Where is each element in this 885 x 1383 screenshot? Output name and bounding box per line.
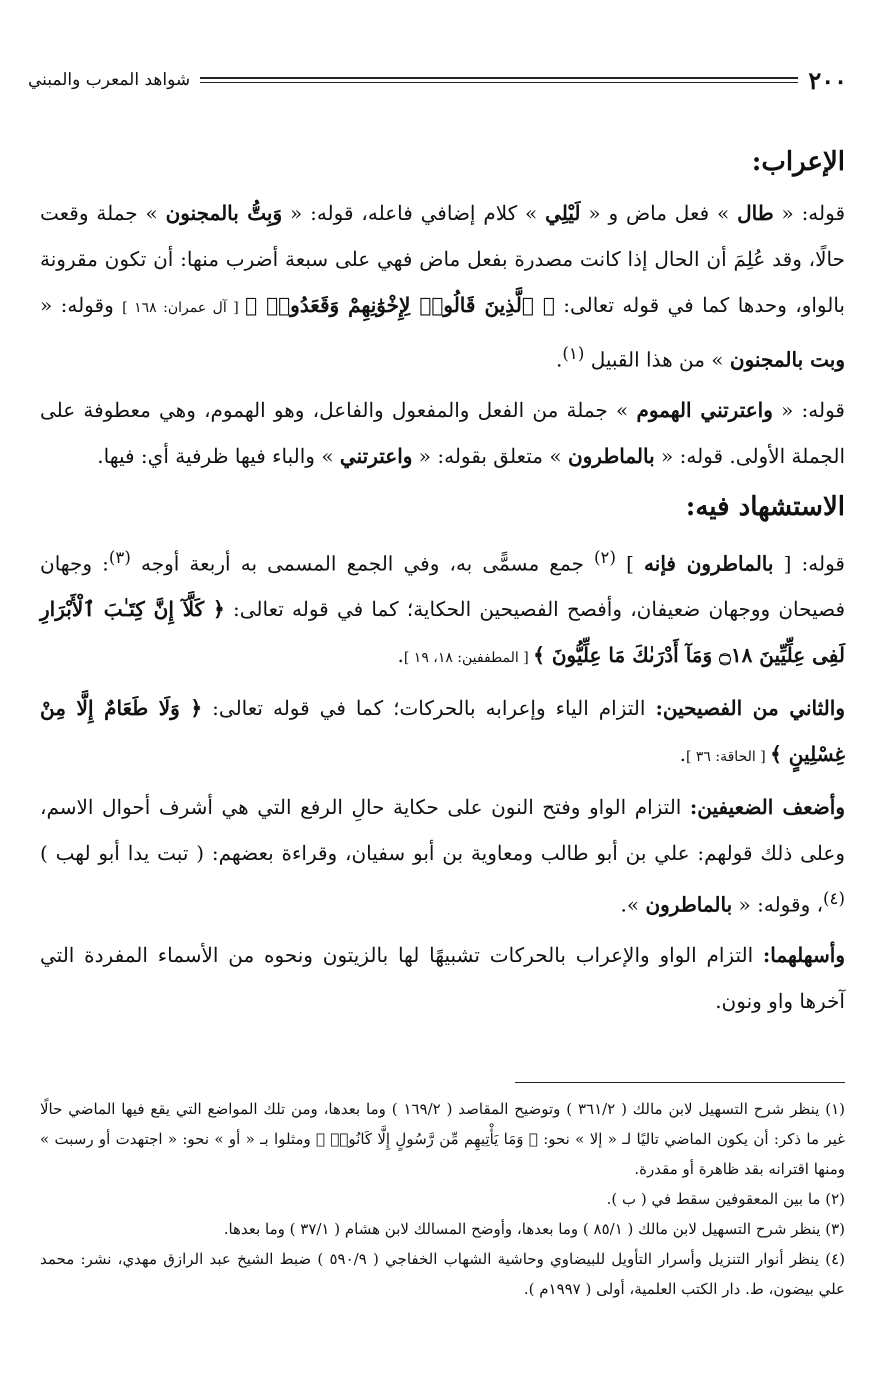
footnote-divider [515, 1082, 845, 1083]
main-text [40, 138, 845, 1028]
footnote-4: (٤) ينظر أنوار التنزيل وأسرار التأويل للبيضاوي وحاشية الشهاب الخفاجي ( ٥٩٠/٩ ) ضبط الشيخ عبد الرازق مهدي، نشر: محمد علي بيضون، ط. دار الكتب العلمية، أولى ( ١٩٩٧م ). [40, 1250, 845, 1298]
paragraph-2: قوله: « واعترتني الهموم » جملة من الفعل والمفعول والفاعل، وهو الهموم، وهي معطوفة على الجملة الأولى. قوله: « بالماطرون » متعلق بقوله: « واعترتني » والباء فيها ظرفية أي: فيها. [40, 397, 845, 468]
paragraph-1: قوله: « طال » فعل ماض و « لَيْلِي » كلام إضافي فاعله، قوله: « وَبِتُّ بالمجنون » جملة وقعت حالًا، وقد عُلِمَ أن الحال إذا كانت مصدرة بفعل ماض فهي على سبعة أضرب منها: أن تكون مقرونة بالواو، وحدها كما في قوله تعالى: ﴿ ٱلَّذِينَ قَالُوا۟ لِإِخْوَٰنِهِمْ وَقَعَدُوا۟ ﴾ [ آل عمران: ١٦٨ ] وقوله: « وبت بالمجنون » من هذا القبيل $^{(١)}$. [40, 201, 846, 372]
quran-verse: ﴿ كَلَّآ إِنَّ كِتَـٰبَ ٱلْأَبْرَارِ لَفِى عِلِّيِّينَ ۝١٨ وَمَآ أَدْرَىٰكَ مَا عِلِّيُّونَ ﴾ [40, 597, 845, 668]
footnote-marker: (٤) [823, 889, 845, 909]
paragraph-4: والثاني من الفصيحين: التزام الياء وإعرابه بالحركات؛ كما في قوله تعالى: ﴿ وَلَا طَعَامٌ إِلَّا مِنْ غِسْلِينٍ ﴾ [ الحاقة: ٣٦ ]. [40, 696, 845, 767]
paragraph-3: قوله: [ بالماطرون فإنه ] $^{(٢)}$ جمع مسمًّى به، وفي الجمع المسمى به أربعة أوجه $^{(٣)}$: وجهان فصيحان ووجهان ضعيفان، وأفصح الفصيحين الحكاية؛ كما في قوله تعالى: ﴿ كَلَّآ إِنَّ كِتَـٰبَ ٱلْأَبْرَارِ لَفِى عِلِّيِّينَ ۝١٨ وَمَآ أَدْرَىٰكَ مَا عِلِّيُّونَ ﴾ [ المطففين: ١٨، ١٩ ]. [40, 547, 846, 668]
verse-reference: [ آل عمران: ١٦٨ ] [122, 300, 246, 316]
header-rule [200, 77, 798, 83]
verse-reference: [ المطففين: ١٨، ١٩ ] [403, 650, 534, 667]
page-number: ٢٠٠ [808, 65, 847, 95]
footnote-1: (١) ينظر شرح التسهيل لابن مالك ( ٣٦١/٢ ) وتوضيح المقاصد ( ١٦٩/٢ ) وما بعدها، ومن تلك المواضع التي يقع فيها الماضي حالًا غير ما ذكر: أن يكون الماضي تاليًا لـ « إلا » نحو: ﴿ وَمَا يَأْتِيهِم مِّن رَّسُولٍ إِلَّا كَانُوا۟ ﴾ ومثلوا بـ « أو » نحو: « اجتهدت أو رسبت » ومنها اقترانه بقد ظاهرة أو مقدرة. [40, 1100, 845, 1178]
footnotes [40, 1094, 845, 1304]
quran-verse: ﴿ وَلَا طَعَامٌ إِلَّا مِنْ غِسْلِينٍ ﴾ [40, 696, 845, 767]
page-header [28, 62, 847, 98]
footnote-3: (٣) ينظر شرح التسهيل لابن مالك ( ٨٥/١ ) وما بعدها، وأوضح المسالك لابن هشام ( ٣٧/١ ) وما بعدها. [223, 1220, 845, 1238]
book-title: شواهد المعرب والمبني [28, 70, 191, 90]
footnote-marker: (١) [562, 344, 585, 363]
verse-reference: [ الحاقة: ٣٦ ] [685, 749, 771, 766]
quran-verse: ﴿ ٱلَّذِينَ قَالُوا۟ لِإِخْوَٰنِهِمْ وَقَعَدُوا۟ ﴾ [245, 293, 555, 317]
footnote-2: (٢) ما بين المعقوفين سقط في ( ب ). [606, 1190, 845, 1208]
paragraph-6: وأسهلهما: التزام الواو والإعراب بالحركات تشبيهًا لها بالزيتون ونحوه من الأسماء المفردة التي آخرها واو ونون. [40, 942, 845, 1013]
paragraph-5: وأضعف الضعيفين: التزام الواو وفتح النون على حكاية حالِ الرفع التي هي أشرف أحوال الاسم، وعلى ذلك قولهم: علي بن أبو طالب ومعاوية بن أبو سفيان، وقراءة بعضهم: ( تبت يدا أبو لهب ) $^{(٤)}$، وقوله: « بالماطرون ». [40, 795, 846, 917]
footnote-marker: (٢) [594, 547, 616, 567]
section-heading-irab: الإعراب: [751, 147, 845, 177]
section-heading-istishhad: الاستشهاد فيه: [685, 491, 845, 522]
footnote-marker: (٣) [108, 547, 131, 567]
